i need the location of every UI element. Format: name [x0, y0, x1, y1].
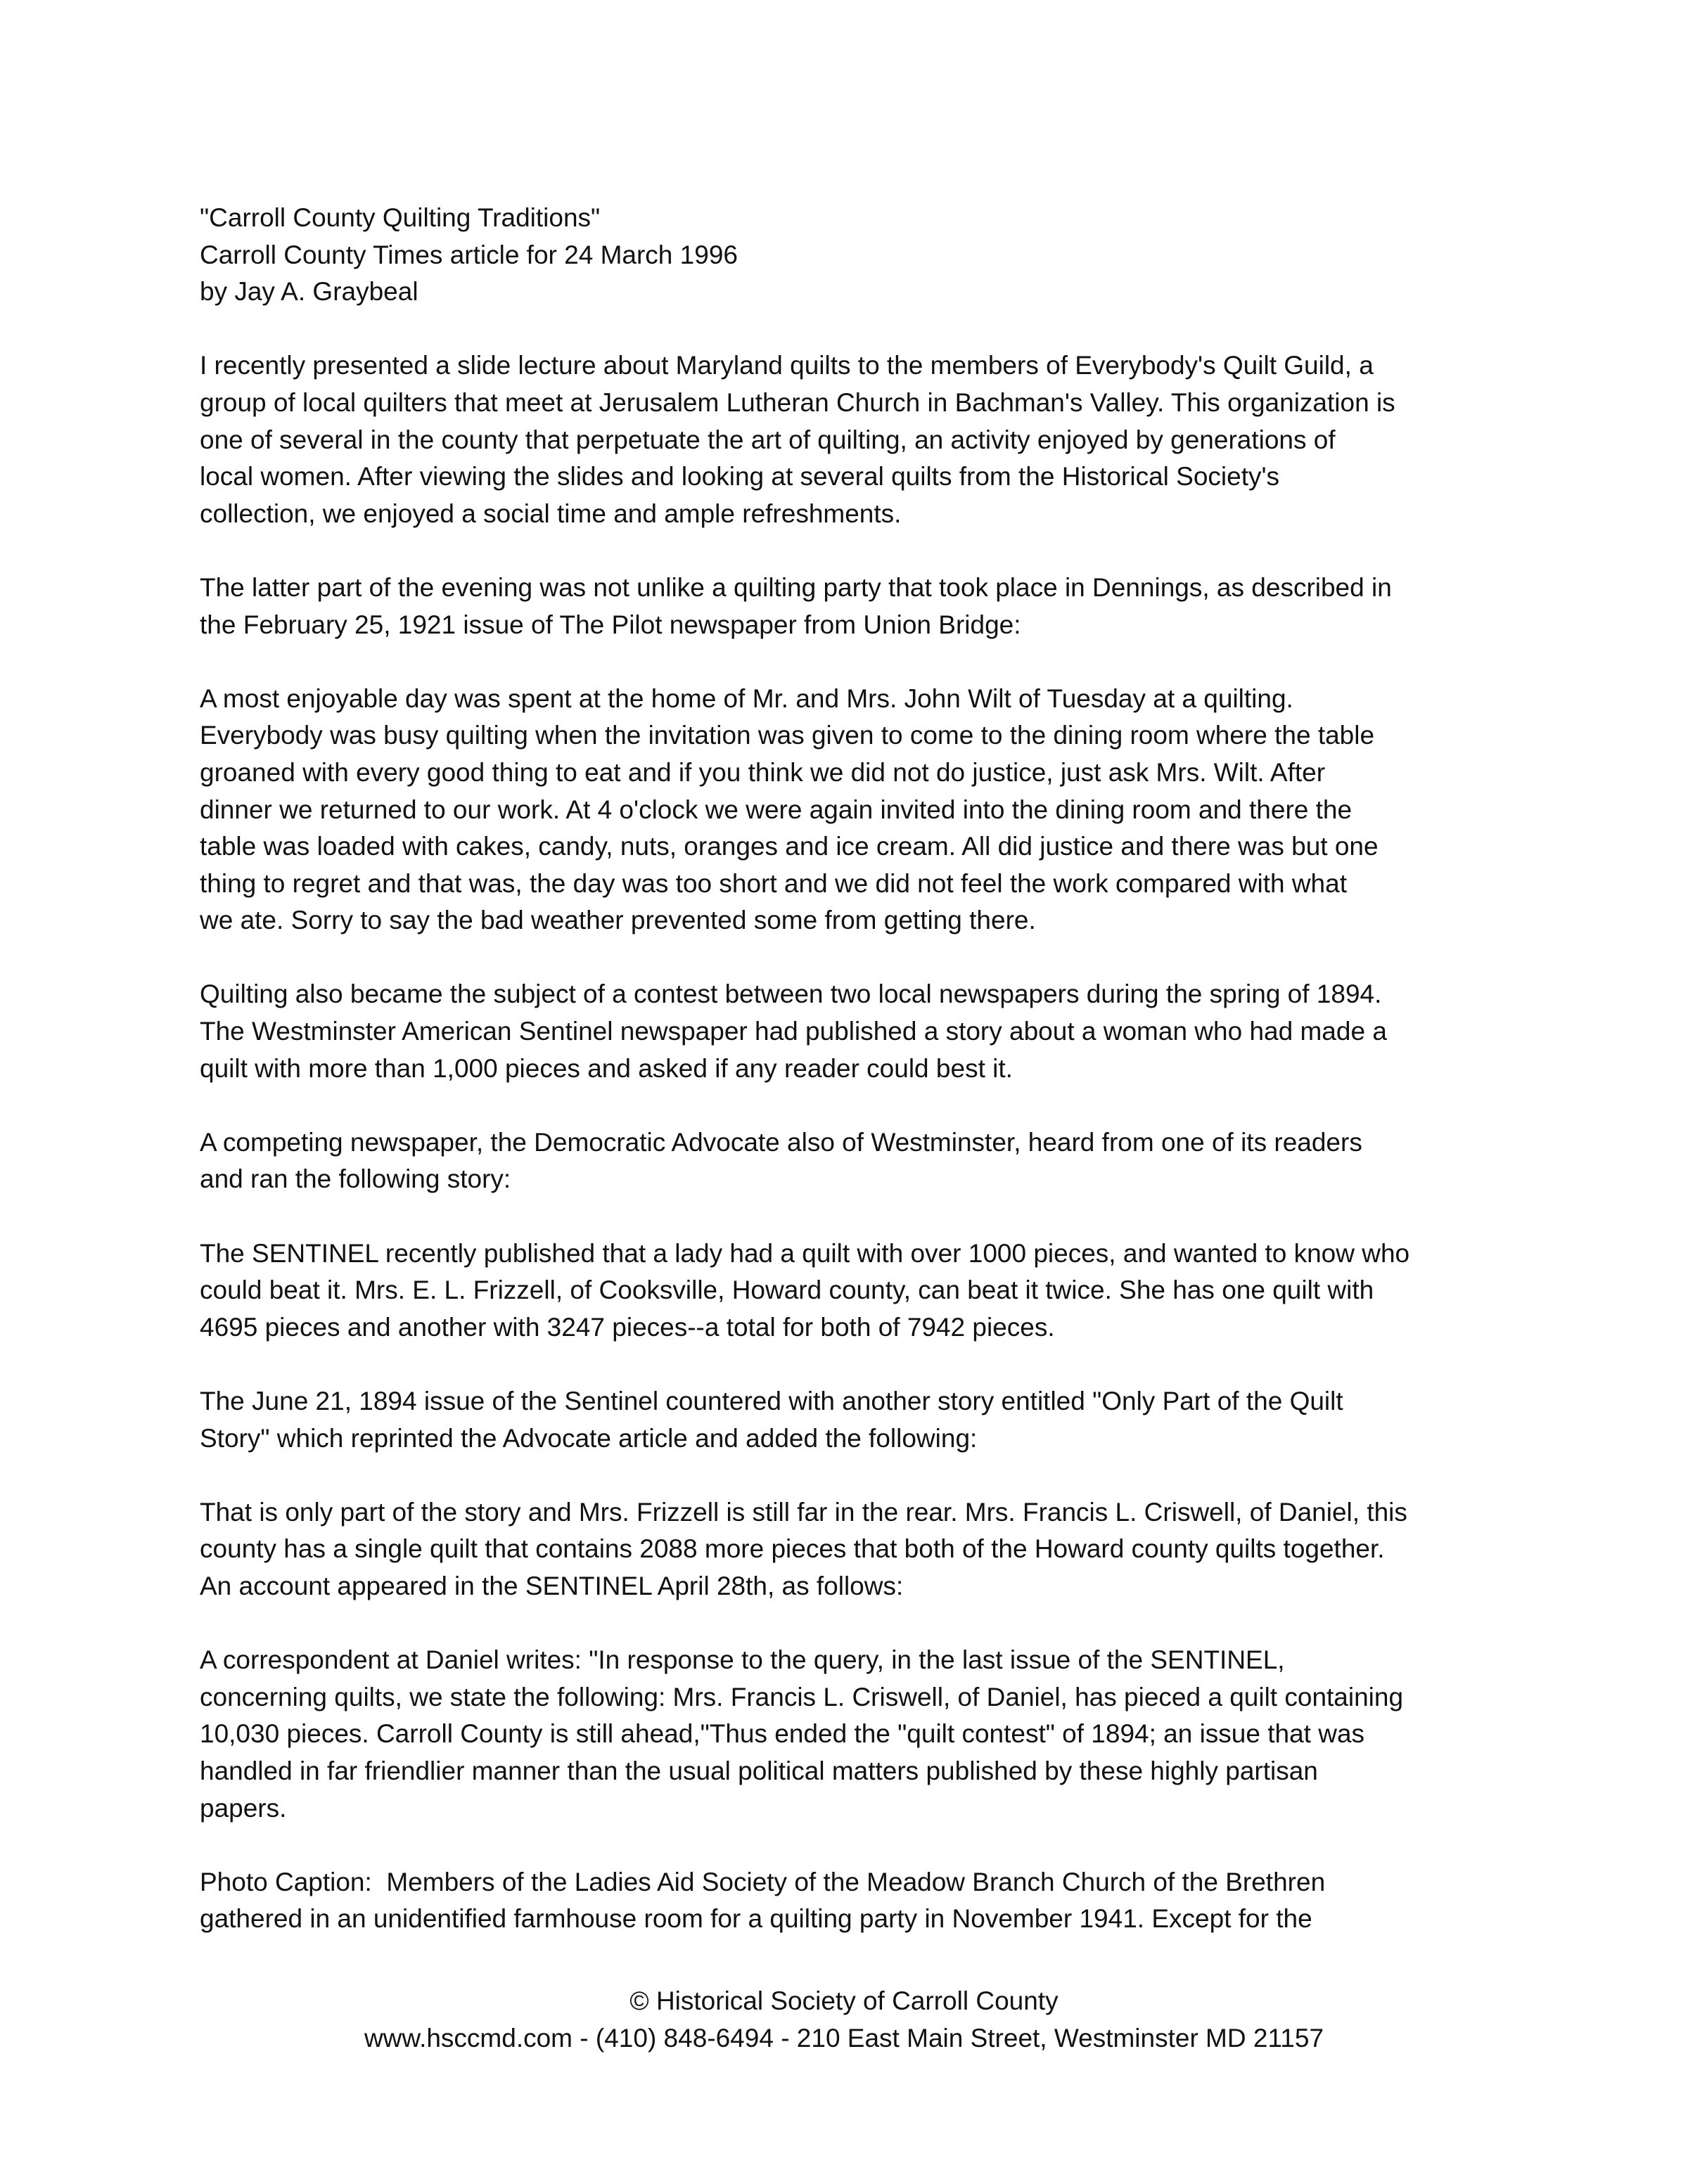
- photo-caption-text: Members of the Ladies Aid Society of the Meadow Branch Church of the Brethren: [386, 1867, 1326, 1896]
- text-line: group of local quilters that meet at Jerusalem Lutheran Church in Bachman's Valley. This organization is: [200, 387, 1395, 417]
- photo-caption-label: Photo Caption:: [200, 1867, 372, 1896]
- photo-caption-text: gathered in an unidentified farmhouse room for a quilting party in November 1941. Except for the: [200, 1904, 1312, 1934]
- text-line: A most enjoyable day was spent at the home of Mr. and Mrs. John Wilt of Tuesday at a quilting.: [200, 683, 1293, 713]
- text-line: thing to regret and that was, the day was too short and we did not feel the work compared with what: [200, 868, 1347, 898]
- text-line: A competing newspaper, the Democratic Advocate also of Westminster, heard from one of its readers: [200, 1127, 1362, 1157]
- text-line: one of several in the county that perpetuate the art of quilting, an activity enjoyed by generations of: [200, 425, 1336, 454]
- text-line: concerning quilts, we state the following: Mrs. Francis L. Criswell, of Daniel, has pieced a quilt containing: [200, 1682, 1404, 1711]
- text-line: Story" which reprinted the Advocate article and added the following:: [200, 1423, 978, 1453]
- footer-copyright: © Historical Society of Carroll County: [629, 1986, 1059, 2015]
- text-line: 10,030 pieces. Carroll County is still ahead,"Thus ended the "quilt contest" of 1894; an issue that was: [200, 1719, 1365, 1749]
- text-line: That is only part of the story and Mrs. Frizzell is still far in the rear. Mrs. Francis L. Criswell, of Daniel, this: [200, 1497, 1407, 1527]
- text-line: county has a single quilt that contains 2088 more pieces that both of the Howard county quilts together.: [200, 1534, 1385, 1564]
- paragraph-advocate: [200, 1124, 1508, 1198]
- paragraph-sentinel-quote: [200, 1235, 1508, 1347]
- text-line: The June 21, 1894 issue of the Sentinel countered with another story entitled "Only Part of the Quilt: [200, 1387, 1343, 1415]
- text-line: The latter part of the evening was not unlike a quilting party that took place in Dennings, as described in: [200, 572, 1392, 602]
- footer-contact: www.hsccmd.com - (410) 848-6494 - 210 East Main Street, Westminster MD 21157: [364, 2023, 1324, 2053]
- text-line: A correspondent at Daniel writes: "In response to the query, in the last issue of the SENTINEL,: [200, 1645, 1285, 1675]
- text-line: quilt with more than 1,000 pieces and asked if any reader could best it.: [200, 1053, 1013, 1083]
- text-line: Everybody was busy quilting when the invitation was given to come to the dining room where the table: [200, 721, 1375, 750]
- text-line: collection, we enjoyed a social time and ample refreshments.: [200, 499, 902, 528]
- paragraph-criswell: [200, 1494, 1508, 1605]
- text-line: and ran the following story:: [200, 1164, 511, 1194]
- page-footer: [0, 1983, 1688, 2057]
- text-line: Quilting also became the subject of a contest between two local newspapers during the spring of 1894.: [200, 979, 1382, 1009]
- text-line: groaned with every good thing to eat and if you think we did not do justice, just ask Mrs. Wilt. After: [200, 757, 1326, 787]
- text-line: I recently presented a slide lecture about Maryland quilts to the members of Everybody's Quilt Guild, a: [200, 351, 1374, 380]
- text-line: table was loaded with cakes, candy, nuts, oranges and ice cream. All did justice and there was but one: [200, 832, 1379, 861]
- paragraph-june-issue: [200, 1383, 1508, 1457]
- text-line: papers.: [200, 1793, 287, 1823]
- paragraph-dennings: [200, 570, 1508, 643]
- paragraph-contest: [200, 976, 1508, 1087]
- text-line: could beat it. Mrs. E. L. Frizzell, of Cooksville, Howard county, can beat it twice. She has one quilt with: [200, 1276, 1374, 1305]
- article-title: "Carroll County Quilting Traditions": [200, 203, 601, 232]
- text-line: the February 25, 1921 issue of The Pilot newspaper from Union Bridge:: [200, 610, 1021, 639]
- paragraph-pilot-quote: [200, 681, 1508, 939]
- article-byline: by Jay A. Graybeal: [200, 277, 418, 307]
- article-source: Carroll County Times article for 24 March 1996: [200, 240, 738, 269]
- photo-caption: [200, 1864, 1508, 1938]
- text-line: The SENTINEL recently published that a lady had a quilt with over 1000 pieces, and wanted to know who: [200, 1238, 1410, 1268]
- paragraph-intro: [200, 347, 1508, 532]
- text-line: local women. After viewing the slides and looking at several quilts from the Historical Society's: [200, 462, 1280, 492]
- text-line: 4695 pieces and another with 3247 pieces--a total for both of 7942 pieces.: [200, 1312, 1055, 1342]
- text-line: The Westminster American Sentinel newspaper had published a story about a woman who had made a: [200, 1017, 1387, 1046]
- article-body: [200, 200, 1508, 1975]
- text-line: we ate. Sorry to say the bad weather prevented some from getting there.: [200, 906, 1036, 935]
- paragraph-correspondent: [200, 1642, 1508, 1827]
- text-line: dinner we returned to our work. At 4 o'clock we were again invited into the dining room and there the: [200, 795, 1353, 824]
- article-header: [200, 200, 1508, 311]
- text-line: An account appeared in the SENTINEL April 28th, as follows:: [200, 1571, 904, 1600]
- text-line: handled in far friendlier manner than the usual political matters published by these highly partisan: [200, 1756, 1318, 1785]
